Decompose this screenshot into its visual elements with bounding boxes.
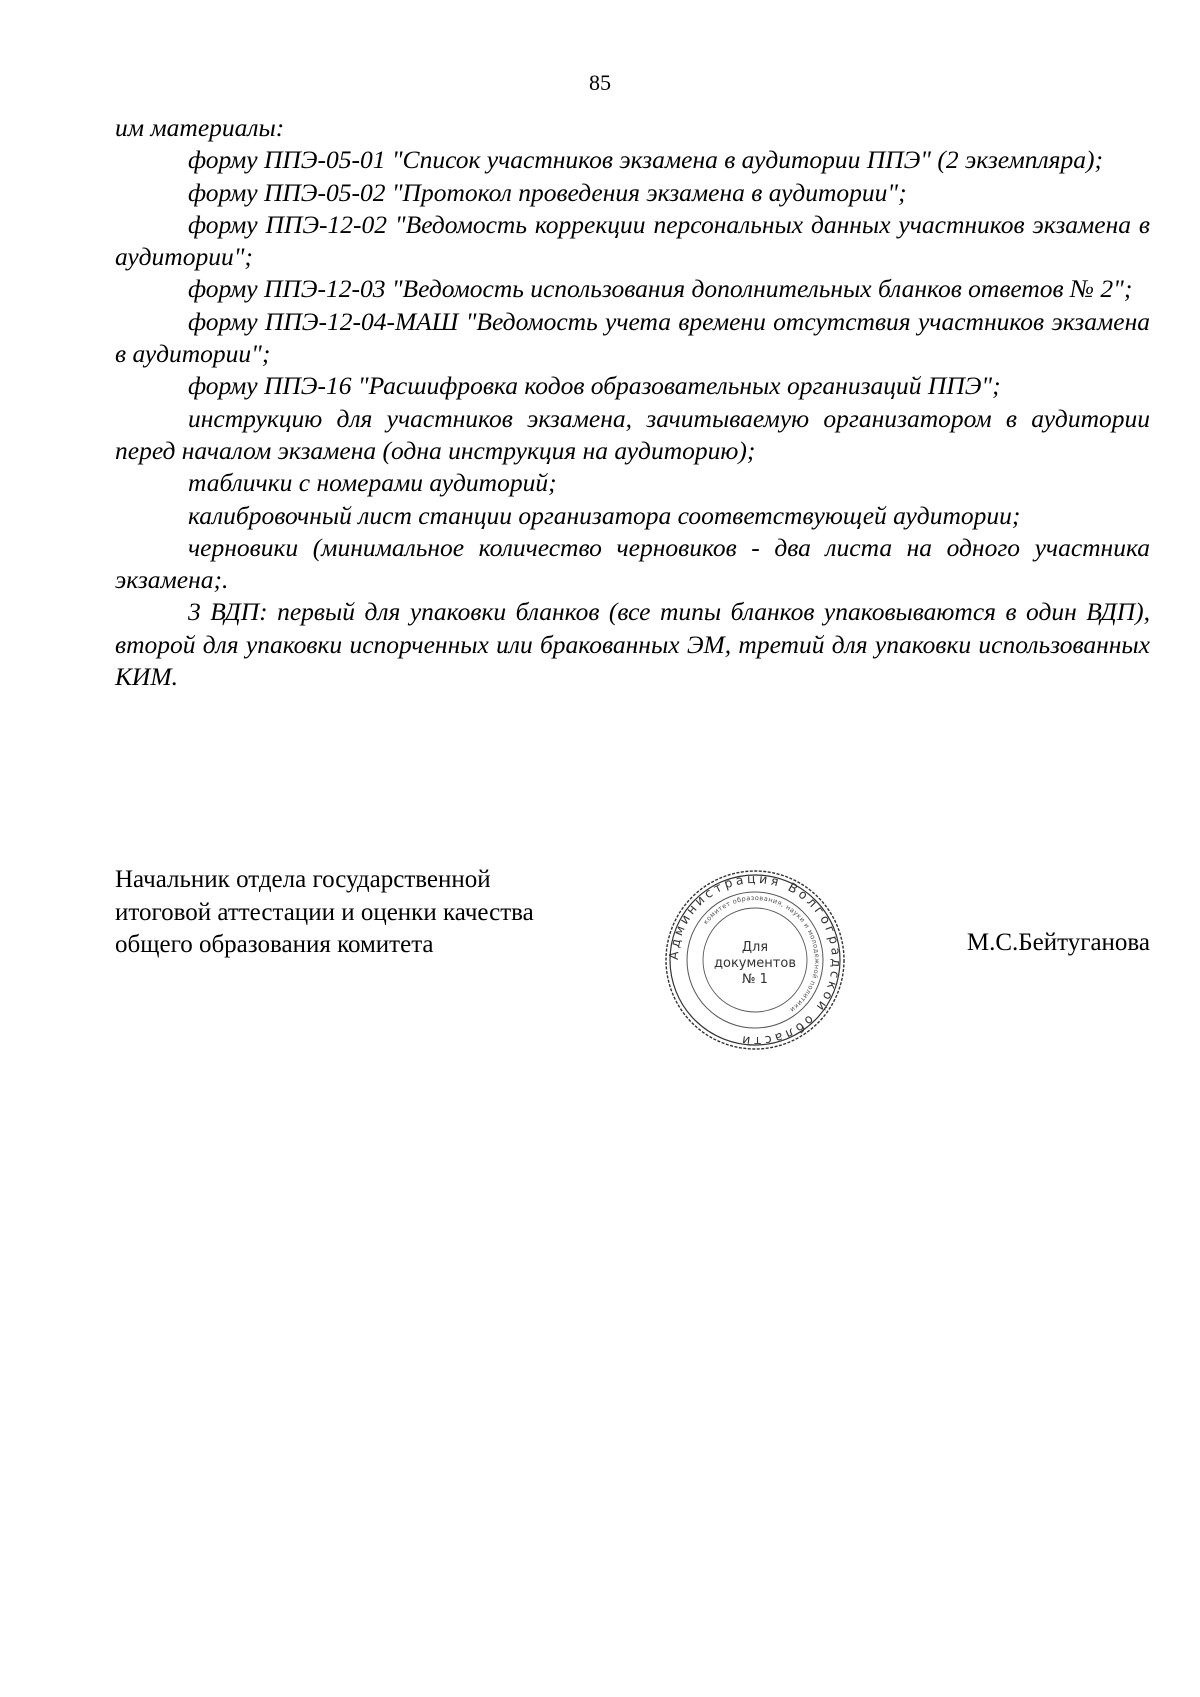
list-item: форму ППЭ-16 "Расшифровка кодов образовательных организаций ППЭ"; (188, 371, 1001, 401)
signatory-name: М.С.Бейтуганова (966, 929, 1150, 956)
official-seal-stamp (660, 865, 850, 1055)
list-item: форму ППЭ-12-02 "Ведомость коррекции персональных данных участников экзамена в аудитории"; (115, 209, 1150, 272)
signatory-position-line: Начальник отдела государственной (115, 866, 491, 893)
seal-center-line: Для (741, 940, 769, 955)
seal-center-line: № 1 (742, 972, 768, 987)
signatory-position-line: общего образования комитета (115, 931, 434, 958)
paragraph-intro: им материалы: (115, 113, 285, 142)
seal-inner-text: комитет образования, науки и молодежной политики (701, 893, 822, 1014)
seal-outer-text: Администрация Волгоградской области (665, 870, 845, 1050)
signatory-position (115, 864, 635, 962)
signatory-position-line: итоговой аттестации и оценки качества (115, 898, 534, 926)
list-item: форму ППЭ-05-01 "Список участников экзамена в аудитории ППЭ" (2 экземпляра); (188, 145, 1103, 175)
list-item: черновики (минимальное количество черновиков - два листа на одного участника экзамена;. (115, 532, 1150, 595)
list-item: калибровочный лист станции организатора соответствующей аудитории; (188, 500, 1021, 530)
list-item: форму ППЭ-05-02 "Протокол проведения экзамена в аудитории"; (188, 177, 907, 207)
list-item: таблички с номерами аудиторий; (188, 468, 557, 498)
list-item: форму ППЭ-12-03 "Ведомость использования дополнительных бланков ответов № 2"; (188, 274, 1133, 304)
seal-center-line: документов (714, 956, 796, 971)
seal-graphic (660, 865, 850, 1055)
list-item: инструкцию для участников экзамена, зачитываемую организатором в аудитории перед началом экзамена (одна инструкция на аудиторию); (115, 403, 1150, 465)
document-body (115, 112, 1150, 693)
list-item: 3 ВДП: первый для упаковки бланков (все типы бланков упаковываются в один ВДП), второй для упаковки испорченных или бракованных ЭМ, третий для упаковки использованных КИМ. (115, 597, 1150, 692)
page-number: 85 (589, 70, 611, 95)
list-item: форму ППЭ-12-04-МАШ "Ведомость учета времени отсутствия участников экзамена в аудитории"; (115, 306, 1150, 369)
